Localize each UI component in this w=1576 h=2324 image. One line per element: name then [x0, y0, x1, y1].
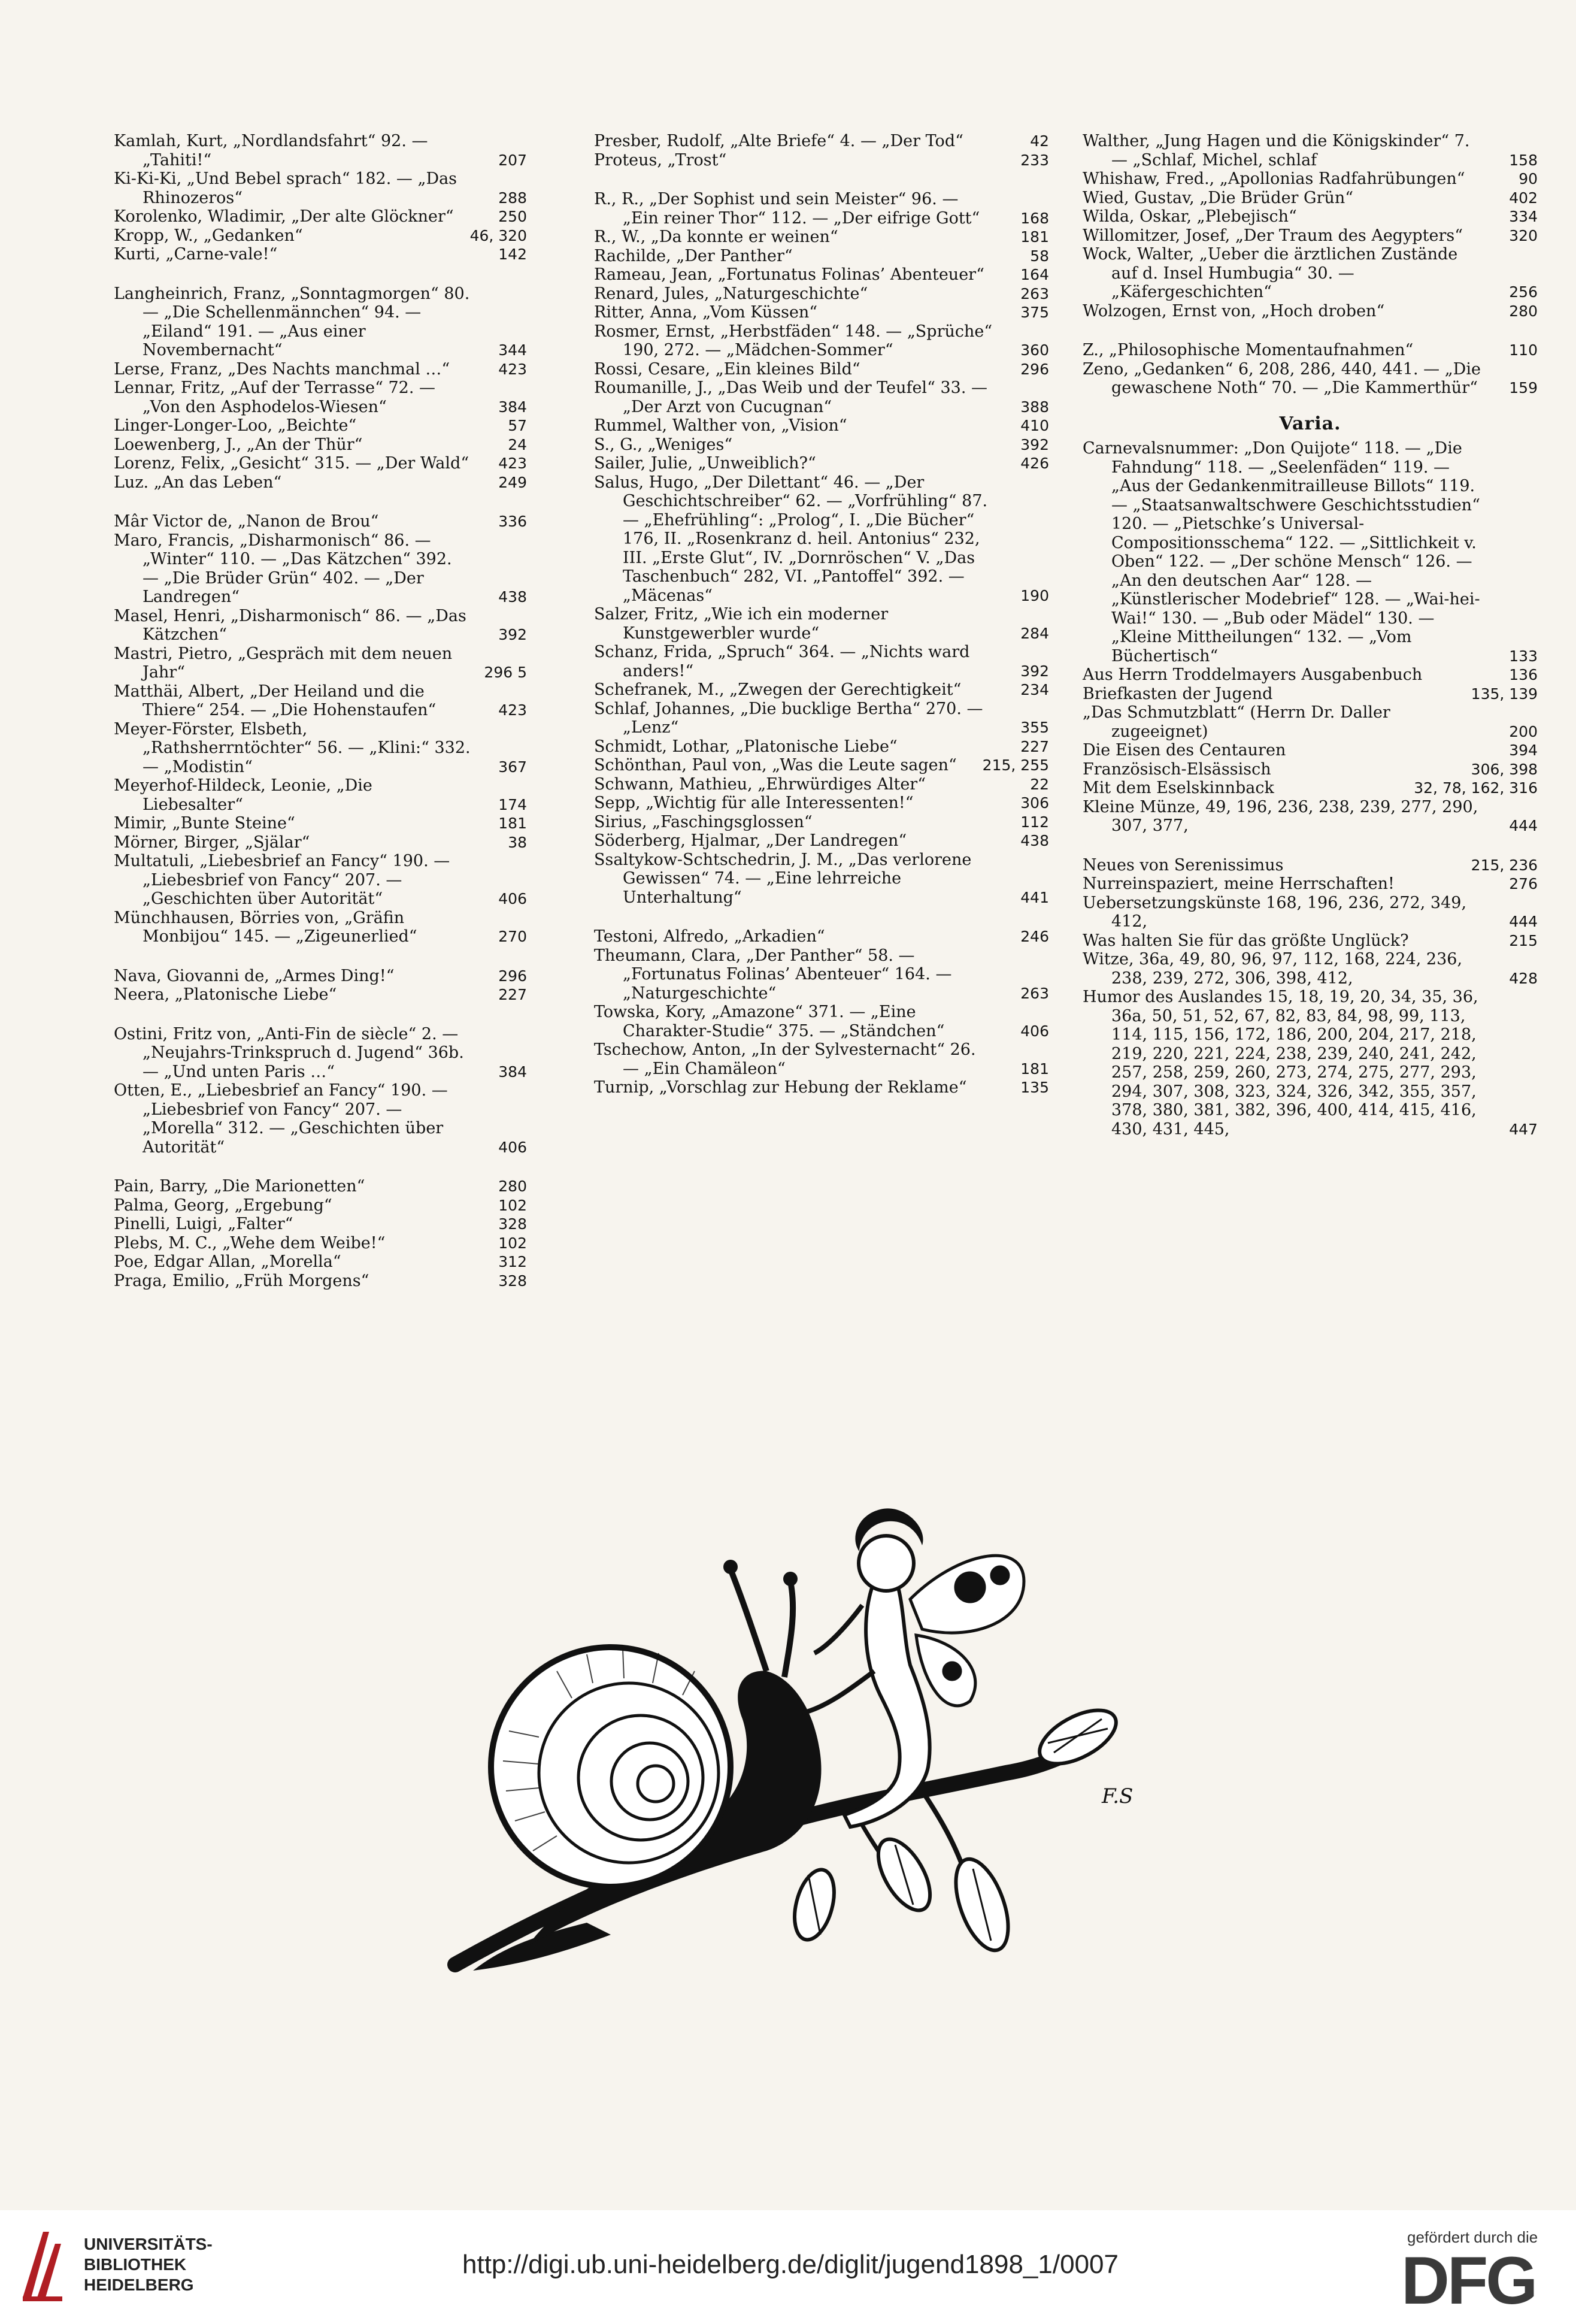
entry-page-number: 444 — [1509, 817, 1538, 834]
index-entry — [594, 813, 1049, 832]
entry-text: Salus, Hugo, „Der Dilettant“ 46. — „Der Geschichtschreiber“ 62. — „Vorfrühling“ 87. — „Ehefrühling“: „Prolog“, I. „Die Bücher“ 176, II. „Rosenkranz d. heil. Antonius“ 232, III. „Erste Glut“, IV. „Dornröschen“ V. „Das Taschenbuch“ 282, VI. „Pantoffel“ 392. — „Mäcenas“ — [594, 473, 988, 605]
entry-text: Multatuli, „Liebesbrief an Fancy“ 190. — „Liebesbrief von Fancy“ 207. — „Geschichten über Autorität“ — [114, 852, 450, 908]
entry-text: Rossi, Cesare, „Ein kleines Bild“ — [594, 359, 860, 379]
index-entry — [114, 1215, 527, 1234]
index-entry — [594, 1040, 1049, 1078]
entry-text: „Das Schmutzblatt“ (Herrn Dr. Daller zugeeignet) — [1083, 703, 1390, 741]
entry-text: Linger-Longer-Loo, „Beichte“ — [114, 416, 357, 435]
index-entry — [1083, 685, 1538, 704]
index-entry — [1083, 170, 1538, 189]
fairy-on-snail-illustration — [431, 1491, 1162, 1983]
index-entry — [1083, 360, 1538, 398]
index-entry — [1083, 132, 1538, 170]
permalink-url[interactable]: http://digi.ub.uni-heidelberg.de/diglit/jugend1898_1/0007 — [462, 2250, 1119, 2279]
entry-page-number: 355 — [1020, 719, 1049, 736]
entry-text: Schwann, Mathieu, „Ehrwürdiges Alter“ — [594, 774, 926, 794]
index-entry — [1083, 703, 1538, 741]
entry-page-number: 320 — [1509, 226, 1538, 244]
entry-page-number: 227 — [1020, 737, 1049, 755]
entry-page-number: 406 — [1020, 1022, 1049, 1040]
entry-page-number: 135 — [1020, 1079, 1049, 1096]
entry-text: Sepp, „Wichtig für alle Interessenten!“ — [594, 794, 914, 812]
index-entry — [594, 946, 1049, 1003]
entry-text: Poe, Edgar Allan, „Morella“ — [114, 1252, 341, 1271]
entry-page-number: 246 — [1020, 928, 1049, 945]
index-entry — [1083, 189, 1538, 208]
entry-text: Whishaw, Fred., „Apollonias Radfahrübungen“ — [1083, 170, 1465, 188]
entry-page-number: 276 — [1509, 875, 1538, 892]
entry-text: Mâr Victor de, „Nanon de Brou“ — [114, 512, 379, 531]
index-entry — [594, 794, 1049, 813]
index-entry — [114, 285, 527, 360]
index-entry — [114, 379, 527, 416]
entry-text: Mörner, Birger, „Själar“ — [114, 833, 310, 852]
index-entry — [594, 605, 1049, 643]
entry-text: Lerse, Franz, „Des Nachts manchmal …“ — [114, 359, 450, 379]
entry-text: Zeno, „Gedanken“ 6, 208, 286, 440, 441. — „Die gewaschene Noth“ 70. — „Die Kammerthür“ — [1083, 359, 1481, 397]
index-entry — [594, 680, 1049, 700]
entry-text: Walther, „Jung Hagen und die Königskinder“ 7. — „Schlaf, Michel, schlaf — [1083, 132, 1470, 170]
entry-text: Tschechow, Anton, „In der Sylvesternacht“ 26. — „Ein Chamäleon“ — [594, 1040, 976, 1078]
index-entry — [1083, 950, 1538, 988]
index-entry — [114, 967, 527, 986]
index-entry — [114, 682, 527, 720]
index-entry — [114, 909, 527, 946]
entry-page-number: 215, 236 — [1471, 856, 1538, 874]
entry-text: Masel, Henri, „Disharmonisch“ 86. — „Das Kätzchen“ — [114, 606, 466, 644]
library-name-line-1: UNIVERSITÄTS- — [84, 2235, 213, 2253]
index-entry — [594, 473, 1049, 606]
entry-page-number: 102 — [498, 1234, 527, 1252]
index-entry — [114, 720, 527, 777]
index-entry — [114, 1196, 527, 1215]
entry-page-number: 190 — [1020, 586, 1049, 604]
entry-text: Ostini, Fritz von, „Anti-Fin de siècle“ 2. — „Neujahrs-Trinkspruch d. Jugend“ 36b. — „Und unten Paris …“ — [114, 1024, 464, 1081]
index-entry — [1083, 856, 1538, 875]
entry-text: Lorenz, Felix, „Gesicht“ 315. — „Der Wald“ — [114, 454, 469, 473]
index-entry — [1083, 341, 1538, 360]
entry-page-number: 142 — [498, 246, 527, 263]
index-entry — [594, 303, 1049, 322]
entry-page-number: 428 — [1509, 969, 1538, 987]
entry-page-number: 392 — [1020, 662, 1049, 680]
library-name-line-3: HEIDELBERG — [84, 2275, 194, 2294]
entry-text: Testoni, Alfredo, „Arkadien“ — [594, 927, 825, 946]
entry-text: Meyer-Förster, Elsbeth, „Rathsherrntöchter“ 56. — „Klini:“ 332. — „Modistin“ — [114, 719, 471, 776]
entry-text: Meyerhof-Hildeck, Leonie, „Die Liebesalter“ — [114, 776, 372, 814]
entry-page-number: 181 — [498, 815, 527, 832]
entry-text: Carnevalsnummer: „Don Quijote“ 118. — „Die Fahndung“ 118. — „Seelenfäden“ 119. — „Aus der Gedankenmitrailleuse Billots“ 119. — „Staatsanwaltschwere Geschichtsstudien“ 120. — „Pietschke’s Universal-Compositionsschema“ 122. — „Sittlichkeit v. Oben“ 122. — „Der schöne Mensch“ 126. — „An den deutschen Aar“ 128. — „Künstlerischer Modebrief“ 128. — „Wai-hei-Wai!“ 130. — „Bub oder Mädel“ 130. — „Kleine Mittheilungen“ 132. — „Vom Büchertisch“ — [1083, 439, 1480, 665]
index-entry — [1083, 302, 1538, 321]
index-entry — [114, 416, 527, 435]
entry-text: Kurti, „Carne-vale!“ — [114, 245, 278, 264]
entry-page-number: 423 — [498, 455, 527, 472]
entry-text: Münchhausen, Börries von, „Gräfin Monbijou“ 145. — „Zigeunerlied“ — [114, 908, 417, 946]
index-column-1 — [114, 132, 527, 1290]
entry-text: Schanz, Frida, „Spruch“ 364. — „Nichts ward anders!“ — [594, 643, 970, 680]
entry-text: Rameau, Jean, „Fortunatus Folinas’ Abenteuer“ — [594, 265, 984, 284]
entry-text: Roumanille, J., „Das Weib und der Teufel“ 33. — „Der Arzt von Cucugnan“ — [594, 379, 987, 416]
index-entry — [594, 1003, 1049, 1040]
entry-page-number: 447 — [1509, 1120, 1538, 1138]
entry-page-number: 102 — [498, 1196, 527, 1214]
entry-text: Ssaltykow-Schtschedrin, J. M., „Das verlorene Gewissen“ 74. — „Eine lehrreiche Unterhaltung“ — [594, 850, 972, 907]
index-entry — [1083, 226, 1538, 246]
index-entry — [594, 285, 1049, 304]
index-entry — [114, 512, 527, 531]
entry-page-number: 46, 320 — [469, 226, 527, 244]
entry-text: Nava, Giovanni de, „Armes Ding!“ — [114, 966, 395, 985]
entry-text: S., G., „Weniges“ — [594, 435, 733, 454]
index-entry — [114, 1252, 527, 1272]
entry-page-number: 296 5 — [484, 664, 527, 681]
index-entry — [114, 814, 527, 833]
index-entry — [594, 775, 1049, 794]
entry-page-number: 90 — [1519, 170, 1538, 187]
entry-text: Plebs, M. C., „Wehe dem Weibe!“ — [114, 1233, 386, 1252]
entry-page-number: 256 — [1509, 283, 1538, 301]
entry-text: Humor des Auslandes 15, 18, 19, 20, 34, 35, 36, 36a, 50, 51, 52, 67, 82, 83, 84, 98, 99, 113, 114, 115, 156, 172, 186, 200, 204, 217, 218, 219, 220, 221, 224, 238, 239, 240, 241, 242, 257, 258, 259, 260, 273, 274, 275, 277, 293, 294, 307, 308, 323, 324, 326, 342, 355, 357, 378, 380, 381, 382, 396, 400, 414, 415, 416, 430, 431, 445, — [1083, 988, 1478, 1139]
varia-heading: Varia. — [1279, 413, 1341, 434]
entry-page-number: 250 — [498, 208, 527, 225]
index-entry — [594, 132, 1049, 151]
index-entry — [114, 1025, 527, 1082]
entry-text: Towska, Kory, „Amazone“ 371. — „Eine Charakter-Studie“ 375. — „Ständchen“ — [594, 1003, 945, 1040]
entry-text: Mastri, Pietro, „Gespräch mit dem neuen Jahr“ — [114, 644, 453, 682]
entry-page-number: 441 — [1020, 888, 1049, 906]
snail-shell — [491, 1647, 731, 1887]
entry-text: Renard, Jules, „Naturgeschichte“ — [594, 284, 868, 303]
fairy-figure — [802, 1508, 930, 1827]
index-entry — [114, 245, 527, 264]
entry-text: Schefranek, M., „Zwegen der Gerechtigkeit“ — [594, 680, 962, 699]
index-entry — [1083, 931, 1538, 951]
index-entry — [594, 435, 1049, 455]
dfg-logo: DFG — [1401, 2243, 1536, 2318]
entry-text: Korolenko, Wladimir, „Der alte Glöckner“ — [114, 207, 454, 226]
index-entry — [1083, 245, 1538, 302]
entry-text: Sailer, Julie, „Unweiblich?“ — [594, 454, 816, 473]
entry-page-number: 234 — [1020, 681, 1049, 698]
entry-text: Langheinrich, Franz, „Sonntagmorgen“ 80. — „Die Schellenmännchen“ 94. — „Eiland“ 191. — „Aus einer Novembernacht“ — [114, 284, 470, 359]
entry-page-number: 233 — [1020, 151, 1049, 169]
entry-page-number: 388 — [1020, 398, 1049, 416]
entry-text: Matthäi, Albert, „Der Heiland und die Thiere“ 254. — „Die Hohenstaufen“ — [114, 682, 437, 719]
entry-page-number: 22 — [1030, 775, 1049, 793]
entry-text: Proteus, „Trost“ — [594, 150, 727, 170]
index-entry — [594, 322, 1049, 360]
entry-page-number: 215, 255 — [982, 756, 1049, 774]
entry-page-number: 394 — [1509, 742, 1538, 759]
entry-text: Wilda, Oskar, „Plebejisch“ — [1083, 207, 1297, 226]
entry-text: Turnip, „Vorschlag zur Hebung der Reklame“ — [594, 1078, 967, 1097]
entry-page-number: 423 — [498, 701, 527, 719]
index-entry — [1083, 988, 1538, 1139]
index-entry — [114, 607, 527, 644]
entry-page-number: 328 — [498, 1272, 527, 1290]
index-entry — [1083, 894, 1538, 931]
entry-page-number: 402 — [1509, 189, 1538, 207]
entry-page-number: 438 — [1020, 832, 1049, 849]
entry-text: Rummel, Walther von, „Vision“ — [594, 416, 847, 435]
entry-page-number: 296 — [1020, 360, 1049, 378]
entry-page-number: 263 — [1020, 984, 1049, 1002]
entry-text: Die Eisen des Centauren — [1083, 741, 1286, 759]
entry-text: Z., „Philosophische Momentaufnahmen“ — [1083, 341, 1414, 359]
index-entry — [1083, 665, 1538, 685]
index-entry — [114, 985, 527, 1004]
entry-page-number: 215 — [1509, 931, 1538, 949]
fairy-wings — [910, 1556, 1024, 1706]
artist-signature: F.S — [1102, 1784, 1133, 1808]
entry-text: Französisch-Elsässisch — [1083, 759, 1271, 779]
index-entry — [114, 435, 527, 455]
index-entry — [594, 927, 1049, 946]
entry-page-number: 136 — [1509, 666, 1538, 683]
entry-page-number: 135, 139 — [1471, 685, 1538, 703]
entry-text: Rosmer, Ernst, „Herbstfäden“ 148. — „Sprüche“ 190, 272. — „Mädchen-Sommer“ — [594, 322, 993, 359]
entry-text: Kamlah, Kurt, „Nordlandsfahrt“ 92. — „Tahiti!“ — [114, 132, 428, 170]
entry-text: Neera, „Platonische Liebe“ — [114, 985, 337, 1004]
index-entry — [114, 531, 527, 607]
entry-page-number: 181 — [1020, 228, 1049, 246]
entry-text: Mit dem Eselskinnback — [1083, 779, 1274, 797]
entry-page-number: 42 — [1030, 132, 1049, 150]
entry-text: Pain, Barry, „Die Marionetten“ — [114, 1177, 365, 1196]
index-entry — [114, 207, 527, 226]
entry-text: Maro, Francis, „Disharmonisch“ 86. — „Winter“ 110. — „Das Kätzchen“ 392. — „Die Brüder Grün“ 402. — „Der Landregen“ — [114, 531, 452, 606]
entry-page-number: 249 — [498, 473, 527, 491]
index-entry — [594, 851, 1049, 907]
index-entry — [114, 360, 527, 379]
entry-page-number: 284 — [1020, 624, 1049, 642]
entry-page-number: 392 — [1020, 435, 1049, 453]
entry-text: Kropp, W., „Gedanken“ — [114, 226, 303, 245]
index-entry — [594, 756, 1049, 775]
entry-page-number: 410 — [1020, 417, 1049, 434]
entry-text: R., W., „Da konnte er weinen“ — [594, 228, 838, 246]
entry-page-number: 296 — [498, 967, 527, 985]
index-entry — [594, 247, 1049, 266]
index-entry — [114, 1081, 527, 1157]
entry-page-number: 444 — [1509, 913, 1538, 930]
index-entry — [114, 132, 527, 170]
entry-page-number: 360 — [1020, 341, 1049, 359]
index-entry — [114, 833, 527, 852]
entry-text: Kleine Münze, 49, 196, 236, 238, 239, 277, 290, 307, 377, — [1083, 797, 1478, 835]
entry-text: Praga, Emilio, „Früh Morgens“ — [114, 1271, 369, 1290]
library-name — [84, 2234, 213, 2295]
entry-page-number: 174 — [498, 795, 527, 813]
index-entry — [114, 644, 527, 682]
entry-page-number: 280 — [498, 1178, 527, 1195]
entry-text: Söderberg, Hjalmar, „Der Landregen“ — [594, 831, 907, 850]
index-entry — [594, 1078, 1049, 1097]
university-library-logo-icon — [17, 2226, 69, 2305]
library-name-line-2: BIBLIOTHEK — [84, 2255, 187, 2274]
entry-page-number: 227 — [498, 986, 527, 1003]
entry-page-number: 38 — [508, 833, 527, 851]
entry-page-number: 207 — [498, 151, 527, 169]
entry-text: Was halten Sie für das größte Unglück? — [1083, 931, 1409, 950]
entry-page-number: 280 — [1509, 302, 1538, 320]
index-entry — [594, 151, 1049, 170]
index-entry — [594, 228, 1049, 247]
entry-page-number: 336 — [498, 513, 527, 530]
entry-page-number: 384 — [498, 398, 527, 416]
entry-text: Rachilde, „Der Panther“ — [594, 246, 793, 265]
funding-caption: gefördert durch die — [1407, 2228, 1538, 2246]
index-entry — [594, 379, 1049, 416]
entry-text: Uebersetzungskünste 168, 196, 236, 272, 349, 412, — [1083, 893, 1467, 931]
entry-text: Sirius, „Faschingsglossen“ — [594, 812, 813, 831]
entry-text: Pinelli, Luigi, „Falter“ — [114, 1215, 293, 1233]
entry-text: Neues von Serenissimus — [1083, 855, 1284, 874]
entry-page-number: 133 — [1509, 647, 1538, 665]
index-entry — [1083, 741, 1538, 760]
entry-page-number: 406 — [498, 890, 527, 907]
entry-page-number: 392 — [498, 626, 527, 643]
index-entry — [114, 776, 527, 814]
entry-page-number: 423 — [498, 360, 527, 378]
entry-text: Aus Herrn Troddelmayers Ausgabenbuch — [1083, 665, 1423, 684]
index-entry — [114, 1234, 527, 1253]
index-entry — [594, 700, 1049, 737]
entry-page-number: 375 — [1020, 304, 1049, 321]
index-entry — [1083, 439, 1538, 665]
entry-page-number: 159 — [1509, 379, 1538, 397]
index-entry — [594, 265, 1049, 285]
entry-page-number: 344 — [498, 341, 527, 359]
index-column-2 — [594, 132, 1049, 1097]
index-entry — [114, 226, 527, 246]
entry-page-number: 306, 398 — [1471, 760, 1538, 778]
entry-text: Witze, 36a, 49, 80, 96, 97, 112, 168, 224, 236, 238, 239, 272, 306, 398, 412, — [1083, 950, 1463, 988]
entry-text: Salzer, Fritz, „Wie ich ein moderner Kunstgewerbler wurde“ — [594, 605, 889, 643]
entry-text: Nurreinspaziert, meine Herrschaften! — [1083, 874, 1395, 893]
entry-text: Ki-Ki-Ki, „Und Bebel sprach“ 182. — „Das Rhinozeros“ — [114, 170, 457, 207]
entry-page-number: 24 — [508, 435, 527, 453]
index-entry — [114, 170, 527, 207]
entry-page-number: 112 — [1020, 813, 1049, 831]
entry-page-number: 288 — [498, 189, 527, 207]
entry-text: Wock, Walter, „Ueber die ärztlichen Zustände auf d. Insel Humbugia“ 30. — „Käfergeschichten“ — [1083, 245, 1458, 301]
entry-page-number: 312 — [498, 1253, 527, 1270]
index-entry — [114, 473, 527, 492]
entry-page-number: 110 — [1509, 341, 1538, 359]
entry-text: Loewenberg, J., „An der Thür“ — [114, 435, 363, 454]
entry-text: Otten, E., „Liebesbrief an Fancy“ 190. — „Liebesbrief von Fancy“ 207. — „Morella“ 312. — „Geschichten über Autorität“ — [114, 1081, 448, 1157]
entry-page-number: 306 — [1020, 794, 1049, 812]
index-entry — [1083, 798, 1538, 836]
entry-text: R., R., „Der Sophist und sein Meister“ 96. — „Ein reiner Thor“ 112. — „Der eifrige Gott“ — [594, 190, 980, 228]
entry-text: Theumann, Clara, „Der Panther“ 58. — „Fortunatus Folinas’ Abenteuer“ 164. — „Naturgeschichte“ — [594, 946, 952, 1003]
entry-text: Schlaf, Johannes, „Die bucklige Bertha“ 270. — „Lenz“ — [594, 699, 983, 737]
index-entry — [594, 737, 1049, 756]
entry-page-number: 334 — [1509, 208, 1538, 225]
entry-page-number: 263 — [1020, 285, 1049, 302]
index-entry — [594, 416, 1049, 435]
entry-page-number: 200 — [1509, 722, 1538, 740]
index-entry — [1083, 207, 1538, 226]
entry-page-number: 168 — [1020, 209, 1049, 227]
entry-page-number: 384 — [498, 1063, 527, 1081]
index-entry — [1083, 760, 1538, 779]
entry-page-number: 367 — [498, 758, 527, 776]
index-entry — [114, 852, 527, 909]
entry-text: Schmidt, Lothar, „Platonische Liebe“ — [594, 737, 898, 756]
index-column-3 — [1083, 132, 1538, 1139]
index-entry — [594, 454, 1049, 473]
index-entry — [594, 360, 1049, 379]
index-entry — [114, 1177, 527, 1196]
entry-text: Mimir, „Bunte Steine“ — [114, 814, 295, 833]
index-entry — [114, 1272, 527, 1291]
entry-page-number: 58 — [1030, 247, 1049, 265]
index-entry — [1083, 779, 1538, 798]
entry-text: Briefkasten der Jugend — [1083, 684, 1273, 703]
entry-page-number: 328 — [498, 1215, 527, 1233]
entry-text: Presber, Rudolf, „Alte Briefe“ 4. — „Der Tod“ — [594, 132, 963, 150]
entry-text: Wolzogen, Ernst von, „Hoch droben“ — [1083, 301, 1385, 320]
entry-page-number: 406 — [498, 1138, 527, 1156]
entry-text: Willomitzer, Josef, „Der Traum des Aegypters“ — [1083, 226, 1463, 245]
entry-text: Luz. „An das Leben“ — [114, 473, 282, 492]
entry-page-number: 164 — [1020, 266, 1049, 283]
entry-page-number: 270 — [498, 928, 527, 945]
index-entry — [1083, 874, 1538, 894]
entry-page-number: 158 — [1509, 151, 1538, 169]
entry-text: Palma, Georg, „Ergebung“ — [114, 1196, 332, 1215]
entry-text: Lennar, Fritz, „Auf der Terrasse“ 72. — „Von den Asphodelos-Wiesen“ — [114, 379, 436, 416]
index-entry — [114, 454, 527, 473]
index-entry — [594, 831, 1049, 851]
entry-page-number: 438 — [498, 588, 527, 606]
entry-page-number: 426 — [1020, 455, 1049, 472]
index-entry — [594, 190, 1049, 228]
index-entry — [594, 643, 1049, 680]
entry-text: Schönthan, Paul von, „Was die Leute sagen“ — [594, 756, 957, 774]
entry-page-number: 181 — [1020, 1060, 1049, 1078]
entry-page-number: 32, 78, 162, 316 — [1414, 779, 1538, 797]
entry-text: Ritter, Anna, „Vom Küssen“ — [594, 303, 818, 322]
entry-page-number: 57 — [508, 417, 527, 434]
entry-text: Wied, Gustav, „Die Brüder Grün“ — [1083, 188, 1354, 207]
